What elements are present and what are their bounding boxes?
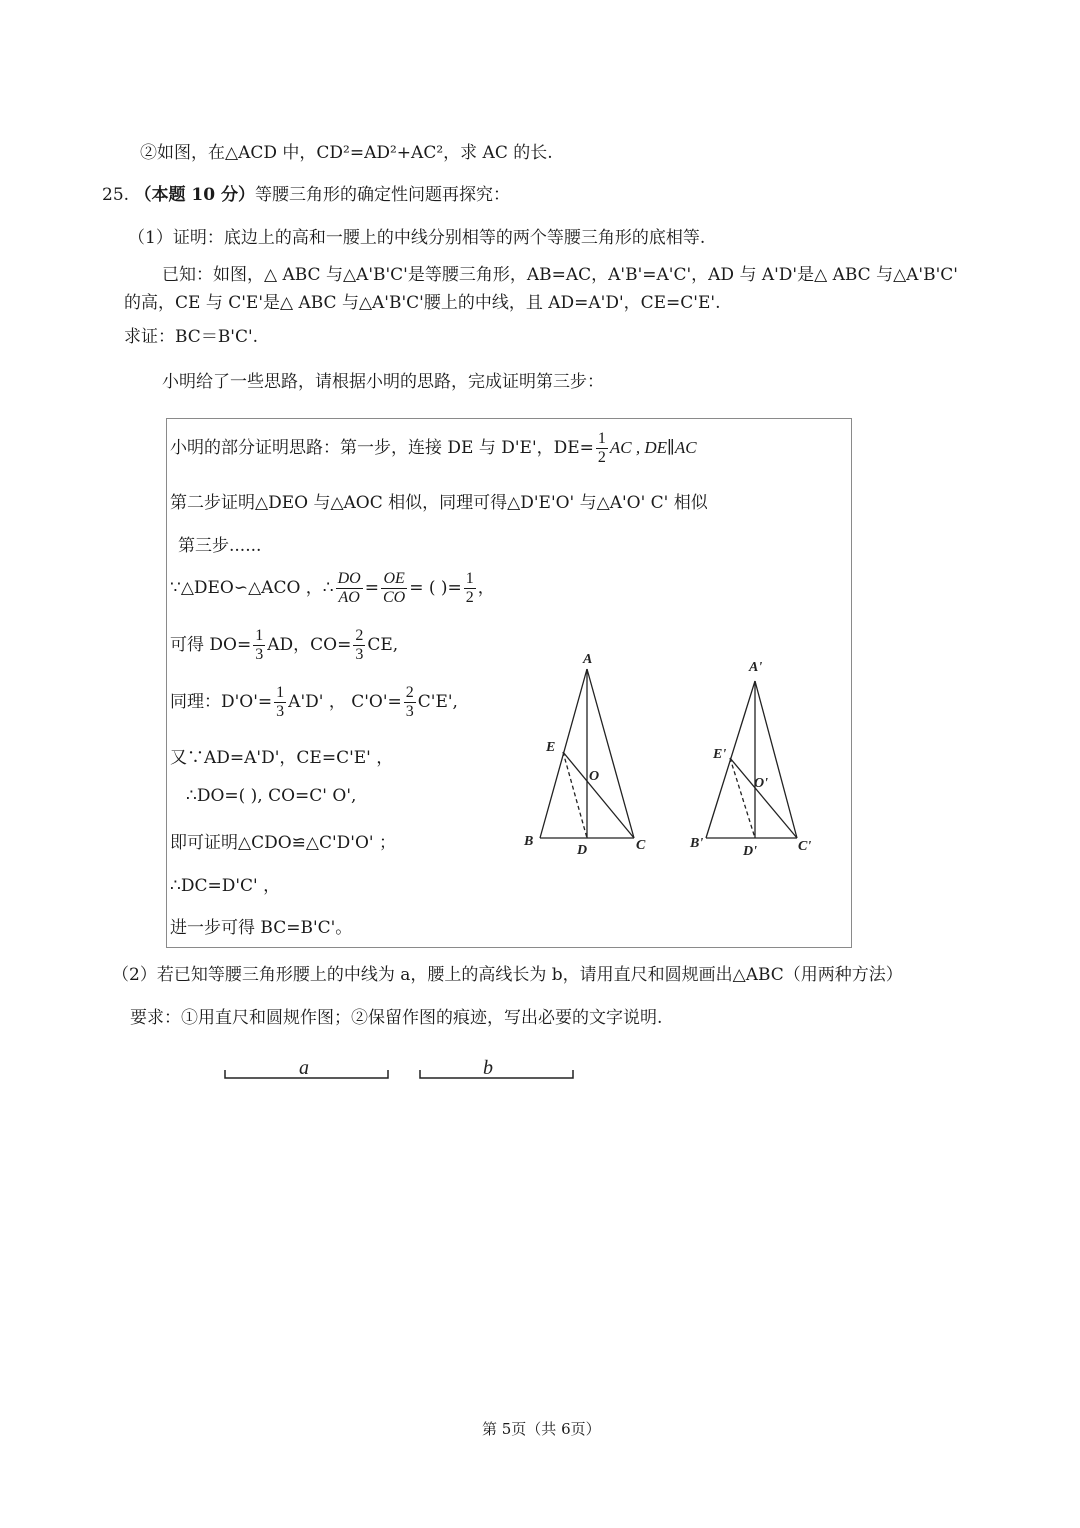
- label-b-prime: B': [690, 836, 704, 851]
- hint-text: 小明给了一些思路，请根据小明的思路，完成证明第三步：: [162, 372, 604, 392]
- question-number: 25.: [102, 185, 130, 205]
- part1-intro: （1）证明：底边上的高和一腰上的中线分别相等的两个等腰三角形的底相等.: [128, 228, 706, 248]
- box-line-9: 即可证明△CDO≌△C'D'O' ；: [170, 833, 396, 853]
- fraction: $\frac{DO}{AO}$: [337, 570, 361, 606]
- page-footer: 第 5页（共 6页）: [482, 1420, 601, 1438]
- label-o-prime: O': [754, 776, 768, 791]
- known-line-1: 已知：如图，△ ABC 与△A'B'C'是等腰三角形，AB=AC，A'B'=A'C'，AD 与 A'D'是△ ABC 与△A'B'C': [162, 265, 958, 285]
- box-line-10: ∴DC=D'C' ，: [170, 876, 281, 896]
- box-line-5: 可得 DO= $\frac{1}{3}$ AD，CO= $\frac{2}{3}$ CE,: [170, 627, 399, 663]
- box-line-11: 进一步可得 BC=B'C'。: [170, 918, 353, 938]
- segment-de: [563, 752, 587, 838]
- label-a-prime: A': [749, 660, 763, 675]
- fraction: $\frac{2}{3}$: [355, 627, 364, 663]
- question-25-header: [102, 180, 510, 205]
- box-line-1: 小明的部分证明思路：第一步，连接 DE 与 D'E'，DE= $\frac{1}{2}$ AC , DE∥AC: [170, 430, 697, 466]
- part2-line-1: （2）若已知等腰三角形腰上的中线为 a，腰上的高线长为 b，请用直尺和圆规画出△ABC（用两种方法）: [112, 965, 903, 985]
- label-o: O: [589, 769, 600, 784]
- segment-b: [420, 1070, 573, 1078]
- label-c-prime: C': [798, 839, 812, 854]
- label-a: A: [583, 652, 593, 667]
- side-ac: [587, 669, 634, 838]
- fraction: $\frac{1}{3}$: [276, 684, 285, 720]
- box-line-3: 第三步......: [178, 536, 262, 556]
- label-c: C: [636, 838, 646, 853]
- triangle-figures: [510, 645, 830, 865]
- fraction: $\frac{1}{2}$: [597, 430, 606, 466]
- fraction: $\frac{2}{3}$: [405, 684, 414, 720]
- segment-d-e-prime: [730, 758, 755, 838]
- prove-statement: 求证：BC＝B'C'.: [124, 327, 259, 347]
- box-line-6: 同理：D'O'= $\frac{1}{3}$ A'D' ， C'O'= $\frac{2}{3}$ C'E',: [170, 684, 458, 720]
- label-e-prime: E': [713, 747, 727, 762]
- label-d-prime: D': [743, 844, 757, 859]
- median-ce: [563, 752, 634, 838]
- question-title: 等腰三角形的确定性问题再探究：: [254, 185, 510, 205]
- segment-b-label: b: [483, 1057, 493, 1079]
- label-b: B: [524, 834, 534, 849]
- fraction: $\frac{OE}{CO}$: [382, 570, 406, 606]
- segment-a-label: a: [299, 1057, 309, 1079]
- side-a-c-prime: [755, 681, 797, 838]
- box-line-2: 第二步证明△DEO 与△AOC 相似，同理可得△D'E'O' 与△A'O' C' 相似: [170, 493, 708, 513]
- box-line-4: ∵△DEO∽△ACO ，∴ $\frac{DO}{AO}$ = $\frac{OE}{CO}$ = ( )= $\frac{1}{2}$ ，: [170, 570, 495, 606]
- box-line-8: ∴DO=( ), CO=C' O',: [186, 786, 357, 806]
- box-line-7: 又∵AD=A'D'，CE=C'E' ，: [170, 748, 394, 768]
- given-segments: [215, 1050, 585, 1090]
- fraction: $\frac{1}{3}$: [255, 627, 264, 663]
- question-24-part2: ②如图，在△ACD 中，CD²=AD²+AC²，求 AC 的长.: [140, 143, 553, 163]
- known-line-2: 的高，CE 与 C'E'是△ ABC 与△A'B'C'腰上的中线，且 AD=A'D'，CE=C'E'.: [124, 293, 721, 313]
- label-e: E: [546, 740, 556, 755]
- part2-line-2: 要求：①用直尺和圆规作图；②保留作图的痕迹，写出必要的文字说明.: [130, 1008, 663, 1028]
- label-d: D: [577, 843, 588, 858]
- score-label: （本题 10 分）: [134, 185, 255, 205]
- fraction: $\frac{1}{2}$: [465, 570, 474, 606]
